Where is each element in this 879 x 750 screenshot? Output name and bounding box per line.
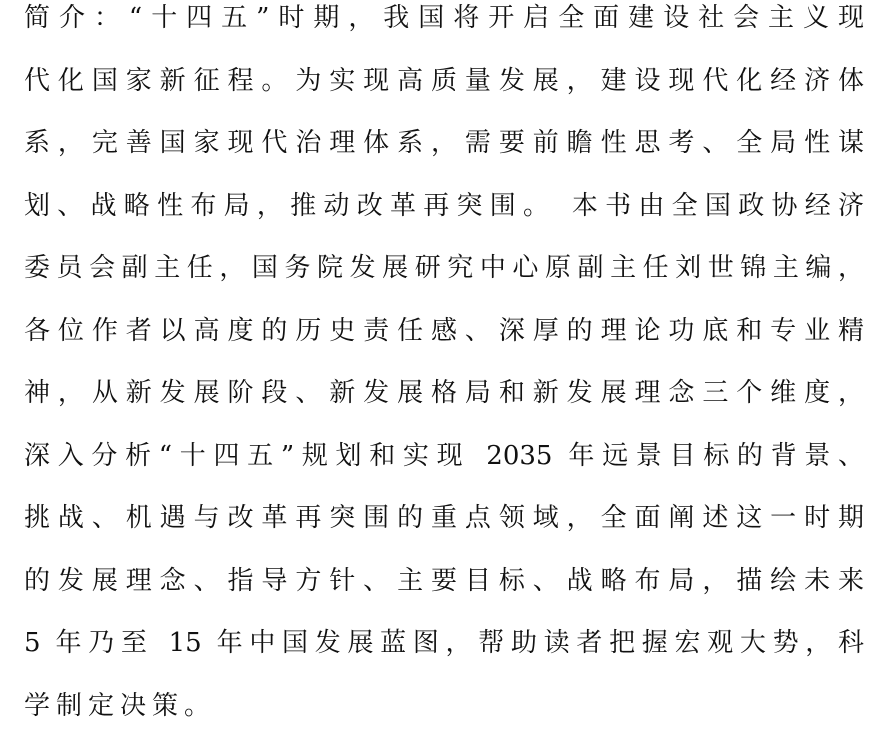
text-line: 简介：“十四五”时期，我国将开启全面建设社会主义现 [24,3,864,33]
text-line: 挑战、机遇与改革再突围的重点领域，全面阐述这一时期 [24,503,864,533]
text-line: 5 年乃至 15 年中国发展蓝图，帮助读者把握宏观大势，科 [24,628,864,658]
text-line: 代化国家新征程。为实现高质量发展，建设现代化经济体 [24,65,864,96]
text-line: 划、战略性布局，推动改革再突围。 本书由全国政协经济 [24,190,864,221]
text-line: 神，从新发展阶段、新发展格局和新发展理念三个维度， [24,378,864,408]
book-description [24,0,864,750]
text-line: 的发展理念、指导方针、主要目标、战略布局，描绘未来 [24,565,864,596]
text-line: 系，完善国家现代治理体系，需要前瞻性思考、全局性谋 [24,128,864,158]
text-line: 委员会副主任，国务院发展研究中心原副主任刘世锦主编， [24,253,864,283]
text-line: 学制定决策。 [24,690,217,721]
text-line: 各位作者以高度的历史责任感、深厚的理论功底和专业精 [24,315,864,346]
text-line: 深入分析“十四五”规划和实现 2035 年远景目标的背景、 [24,440,864,471]
